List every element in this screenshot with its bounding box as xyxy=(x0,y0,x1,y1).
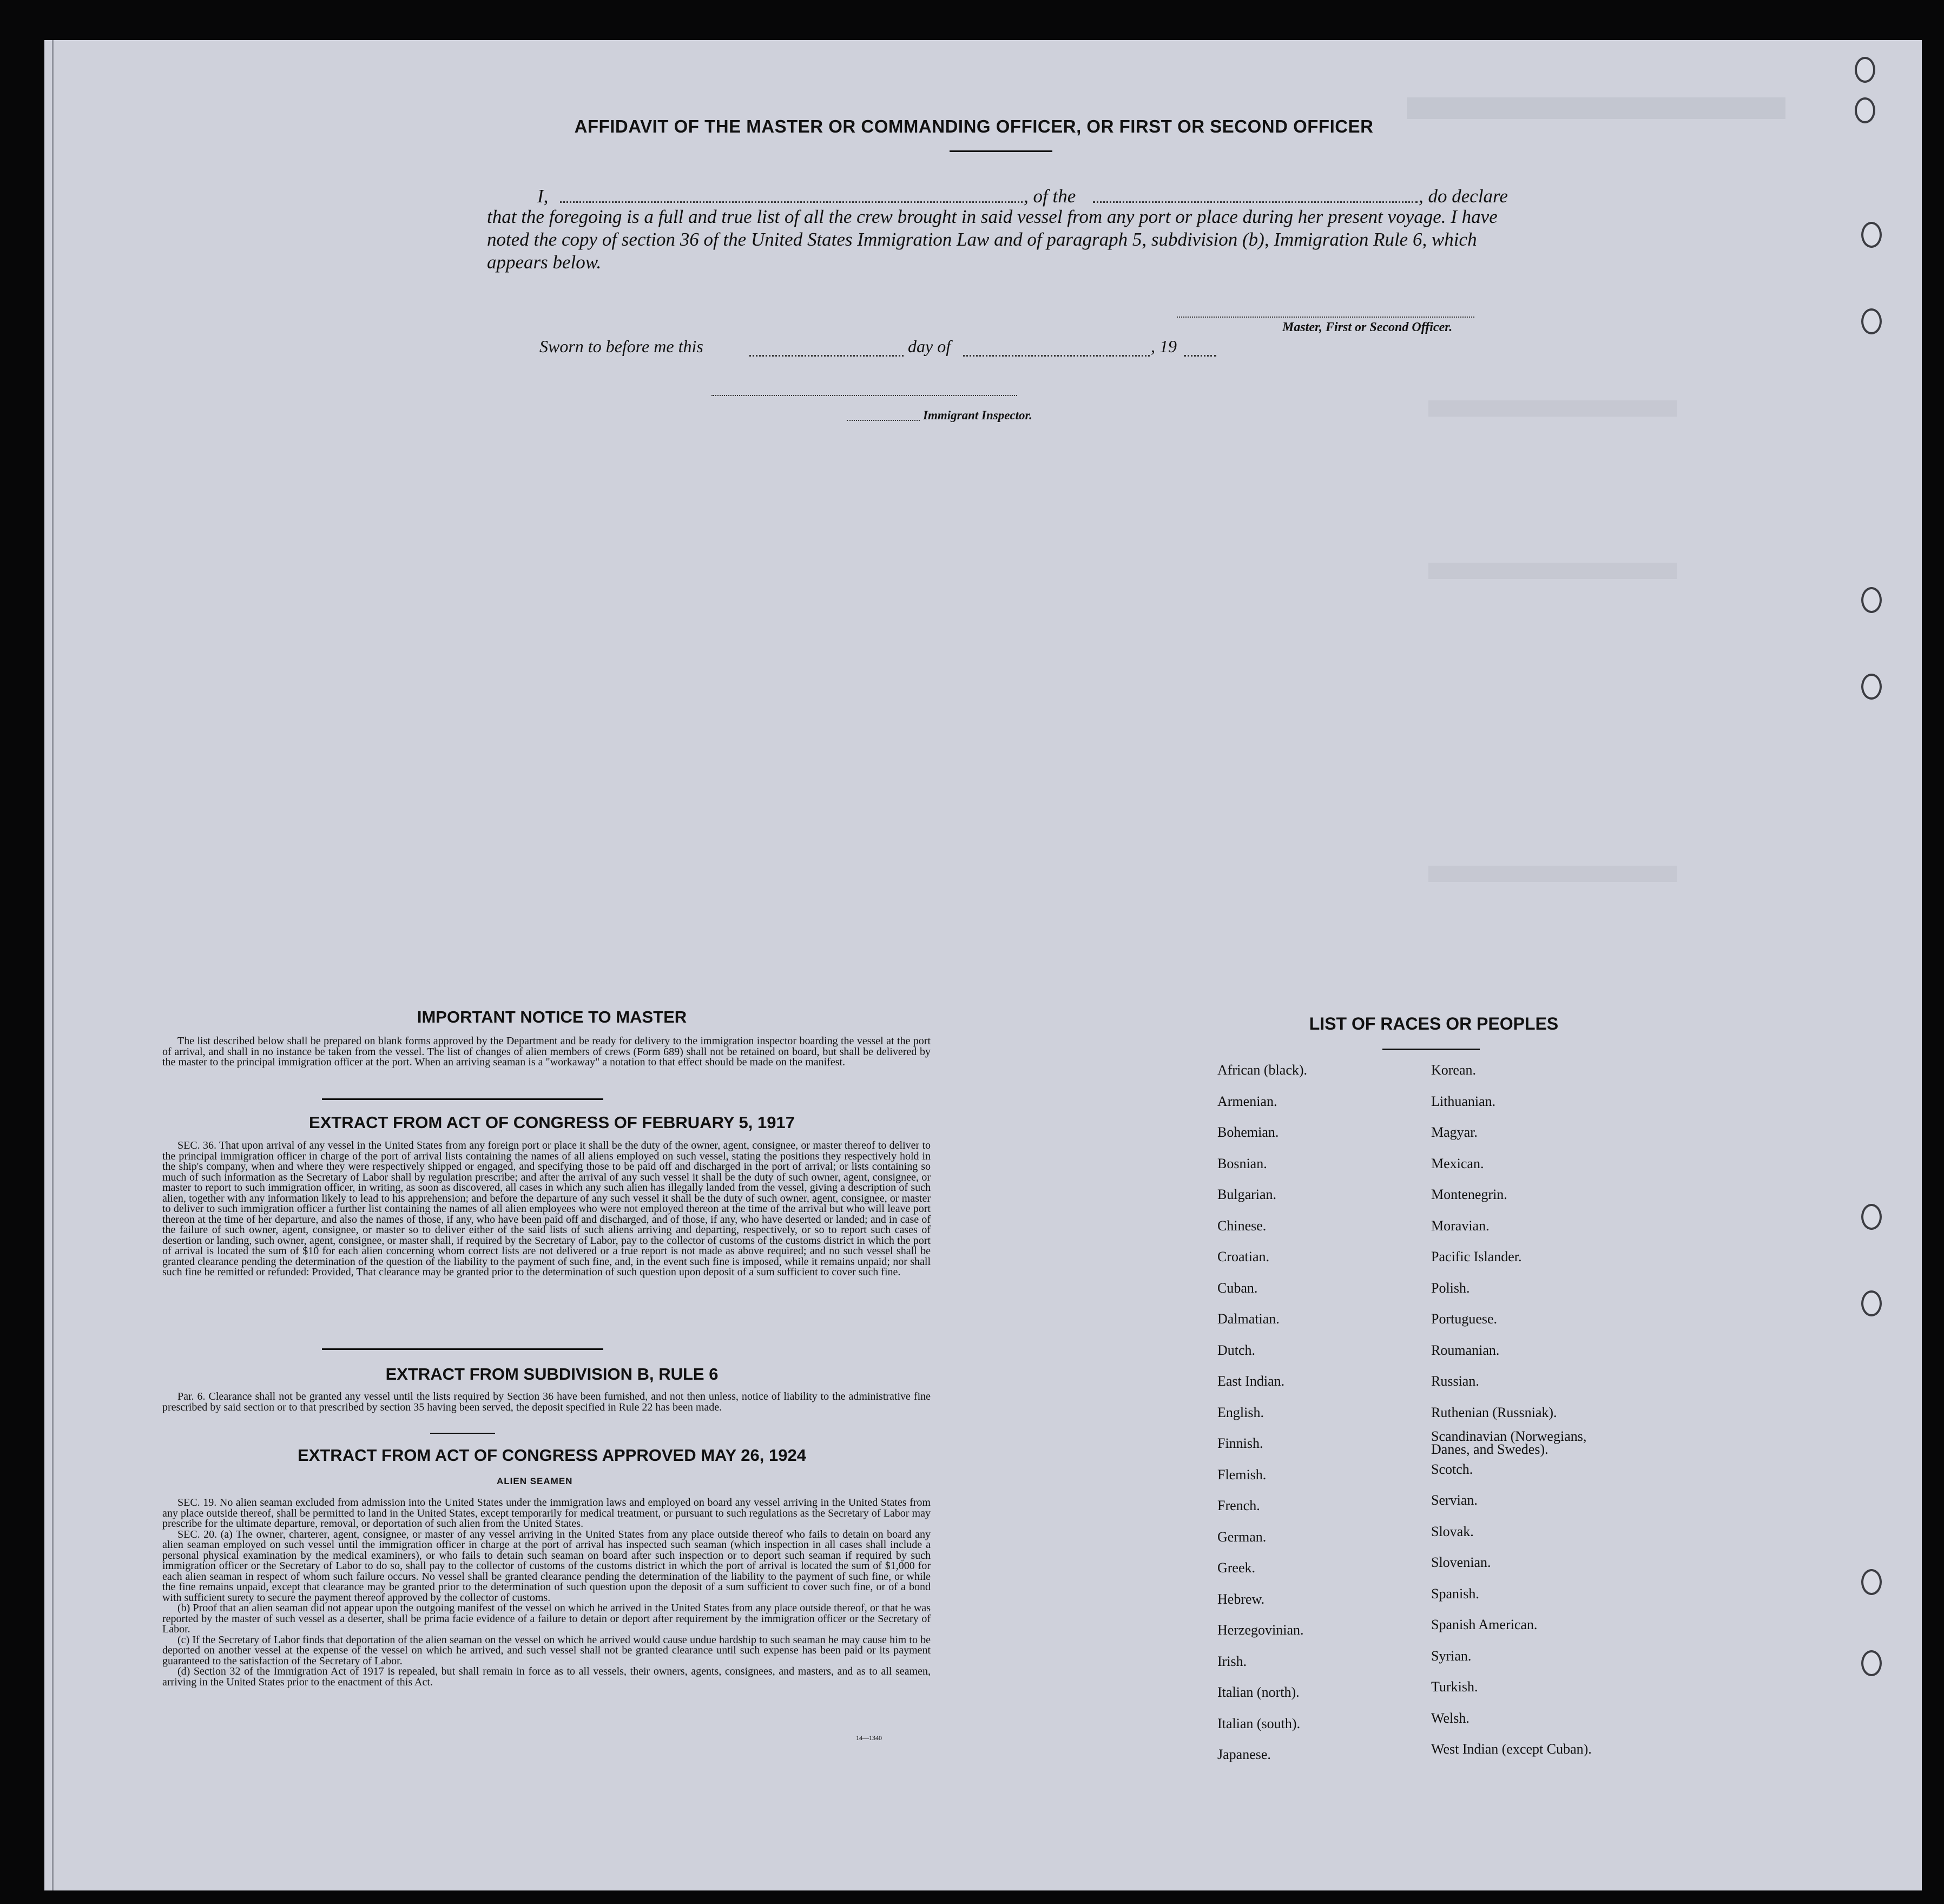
extract-1924-text xyxy=(162,1498,931,1688)
bleed-through-shadow xyxy=(1407,97,1785,119)
notice-title: IMPORTANT NOTICE TO MASTER xyxy=(417,1007,687,1026)
form-number: 14—1340 xyxy=(856,1734,882,1742)
race-item: Lithuanian. xyxy=(1431,1093,1496,1109)
race-item: Scotch. xyxy=(1431,1461,1473,1477)
extract-1917-title: EXTRACT FROM ACT OF CONGRESS OF FEBRUARY 5, 1917 xyxy=(309,1113,795,1132)
binder-hole xyxy=(1861,1650,1882,1676)
race-item: Spanish American. xyxy=(1431,1617,1538,1632)
race-item: Hebrew. xyxy=(1217,1591,1265,1607)
race-item: Finnish. xyxy=(1217,1435,1263,1451)
bleed-through-shadow xyxy=(1428,866,1677,882)
par-6-paragraph: Par. 6. Clearance shall not be granted any vessel until the lists required by Section 36 have been furnished, and not then unless, notice of liability to the administrative fine prescribed by said section or to that prescribed by section 35 having been served, the deposit specified in Rule 22 has been made. xyxy=(162,1391,931,1413)
affidavit-i-label: I, xyxy=(537,186,549,207)
race-item: Slovenian. xyxy=(1431,1554,1491,1570)
race-item: Turkish. xyxy=(1431,1679,1478,1695)
race-item: Magyar. xyxy=(1431,1124,1478,1140)
officer-name-field[interactable] xyxy=(560,201,1023,203)
race-item: Bosnian. xyxy=(1217,1155,1267,1171)
section-divider xyxy=(430,1433,495,1434)
races-list-left xyxy=(1217,1062,1307,1778)
section-divider xyxy=(322,1098,603,1100)
notice-paragraph: The list described below shall be prepared on blank forms approved by the Department and be ready for delivery to the immigration inspector boarding the vessel at the port of arrival, and shall in no instance be taken from the vessel. The list of changes of alien members of crews (Form 689) shall not be retained on board, but shall be delivered by the master to the principal immigration officer at the port. When an arriving seaman is a "workaway" a notation to that effect should be made on the manifest. xyxy=(162,1035,931,1068)
races-title: LIST OF RACES OR PEOPLES xyxy=(1309,1014,1559,1033)
alien-seamen-subtitle: ALIEN SEAMEN xyxy=(497,1476,573,1486)
notice-text xyxy=(162,1036,931,1068)
officer-signature-label: Master, First or Second Officer. xyxy=(1282,320,1453,334)
race-item: Scandinavian (Norwegians, Danes, and Swedes). xyxy=(1431,1428,1587,1457)
officer-signature-field[interactable] xyxy=(1177,317,1474,318)
binder-hole xyxy=(1861,222,1882,248)
race-item: Armenian. xyxy=(1217,1093,1277,1109)
extract-rule6-title: EXTRACT FROM SUBDIVISION B, RULE 6 xyxy=(385,1365,719,1383)
race-item: Pacific Islander. xyxy=(1431,1249,1522,1264)
race-item: Italian (north). xyxy=(1217,1684,1300,1700)
sec-20b-paragraph: (b) Proof that an alien seaman did not appear upon the outgoing manifest of the vessel on which he arrived in the United States from any place outside thereof, or that he was reported by the master of such vessel as a deserter, shall be prima facie evidence of a failure to detain or deport after requirement by the immigration officer or the Secretary of Labor. xyxy=(162,1602,931,1635)
binder-hole xyxy=(1861,674,1882,700)
bleed-through-shadow xyxy=(1428,563,1677,579)
race-item: Bohemian. xyxy=(1217,1124,1279,1140)
race-item: Russian. xyxy=(1431,1373,1479,1389)
sec-20a-paragraph: SEC. 20. (a) The owner, charterer, agent, consignee, or master of any vessel arriving in the United States from any place outside thereof who fails to detain on board any alien seaman employed on such vessel until the immigration officer in charge at the port of arrival has inspected such seaman (which inspection in all cases shall include a personal physical examination by the medical examiners), or who fails to detain such seaman on board after such inspection or to deport such seaman if required by such immigration officer or the Secretary of Labor to do so, shall pay to the collector of customs of the customs district in which the port of arrival is located the sum of $1,000 for each alien seaman in respect of whom such failure occurs. No vessel shall be granted clearance pending the determination of the liability to the payment of such fine, or while the fine remains unpaid, except that clearance may be granted prior to the determination of such question upon the deposit of a sum sufficient to cover such fine, or of a bond with sufficient surety to secure the payment thereof approved by the collector of customs. xyxy=(162,1528,931,1604)
race-item: Cuban. xyxy=(1217,1280,1258,1296)
extract-1917-text xyxy=(162,1141,931,1278)
race-item: Greek. xyxy=(1217,1560,1256,1576)
race-item: Flemish. xyxy=(1217,1466,1267,1483)
sworn-day-field[interactable] xyxy=(749,355,904,357)
sworn-year-field[interactable] xyxy=(1184,355,1216,357)
race-item: Chinese. xyxy=(1217,1217,1267,1234)
race-item: Roumanian. xyxy=(1431,1342,1500,1358)
races-title-rule xyxy=(1382,1049,1480,1050)
race-item: Bulgarian. xyxy=(1217,1187,1277,1202)
extract-rule6-text xyxy=(162,1392,931,1413)
race-item: Dutch. xyxy=(1217,1342,1256,1358)
day-of-label: day of xyxy=(908,337,951,356)
race-item: Montenegrin. xyxy=(1431,1187,1507,1202)
binder-hole xyxy=(1861,1290,1882,1316)
year-label: , 19 xyxy=(1151,337,1177,356)
race-item: Irish. xyxy=(1217,1653,1247,1669)
race-item: African (black). xyxy=(1217,1062,1308,1078)
sec-36-paragraph: SEC. 36. That upon arrival of any vessel in the United States from any foreign port or place it shall be the duty of the owner, agent, consignee, or master thereof to deliver to the principal immigration officer in charge of the port of arrival lists containing the names of all aliens employed on such vessel, stating the positions they respectively hold in the ship's company, when and where they were respectively shipped or engaged, and specifying those to be paid off and discharged in the port of arrival; or lists containing so much of such information as the Secretary of Labor shall by regulation prescribe; and after the arrival of any such vessel it shall be the duty of such owner, agent, consignee, or master to report to such immigration officer, in writing, as soon as discovered, all cases in which any such alien has illegally landed from the vessel, giving a description of such alien, together with any information likely to lead to his apprehension; and before the departure of any such vessel it shall be the duty of such owner, agent, consignee, or master to deliver to such immigration officer a further list containing the names of all alien employees who were not employed thereon at the time of the arrival but who will leave port thereon at the time of her departure, and also the names of those, if any, who have been paid off and discharged, and of those, if any, who have deserted or landed; and in case of the failure of such owner, agent, consignee, or master so to deliver either of the said lists of such aliens arriving and departing, respectively, or so to report such cases of desertion or landing, such owner, agent, consignee, or master shall, if required by the Secretary of Labor, pay to the collector of customs of the customs district in which the port of arrival is located the sum of $10 for each alien concerning whom correct lists are not delivered or a true report is not made as above required; and no such vessel shall be granted clearance pending the determination of the question of the liability to the payment of such fine, and, in the event such fine is imposed, while it remains unpaid; nor shall such fine be remitted or refunded: Provided, That clearance may be granted prior to the determination of such question upon deposit of a sum sufficient to cover such fine. xyxy=(162,1139,931,1278)
affidavit-of-the-label: , of the xyxy=(1024,186,1076,207)
race-item: English. xyxy=(1217,1404,1264,1420)
race-item: West Indian (except Cuban). xyxy=(1431,1741,1592,1757)
inspector-label: Immigrant Inspector. xyxy=(923,409,1032,422)
race-item: Portuguese. xyxy=(1431,1311,1498,1327)
race-item: German. xyxy=(1217,1529,1267,1545)
sec-20d-paragraph: (d) Section 32 of the Immigration Act of 1917 is repealed, but shall remain in force as to all vessels, their owners, agents, consignees, and masters, and as to all seamen, arriving in the United States prior to the enactment of this Act. xyxy=(162,1665,931,1688)
binder-hole xyxy=(1861,308,1882,334)
race-item: Ruthenian (Russniak). xyxy=(1431,1404,1557,1420)
page-edge-line xyxy=(52,40,54,1890)
binder-hole xyxy=(1861,1204,1882,1230)
sec-19-paragraph: SEC. 19. No alien seaman excluded from admission into the United States under the immigration laws and employed on board any vessel arriving in the United States from any place outside thereof, shall be permitted to land in the United States, except temporarily for medical treatment, or pursuant to such regulations as the Secretary of Labor may prescribe for the ultimate departure, removal, or deportation of such alien from the United States. xyxy=(162,1497,931,1530)
race-item: Dalmatian. xyxy=(1217,1311,1280,1327)
race-item: Syrian. xyxy=(1431,1648,1472,1664)
races-list-right xyxy=(1431,1062,1626,1773)
race-item: Welsh. xyxy=(1431,1710,1469,1726)
binder-hole xyxy=(1861,587,1882,613)
race-item: Slovak. xyxy=(1431,1523,1474,1539)
race-item: Herzegovinian. xyxy=(1217,1622,1304,1638)
binder-hole xyxy=(1861,1569,1882,1595)
race-item: Croatian. xyxy=(1217,1249,1270,1264)
sworn-month-field[interactable] xyxy=(963,355,1150,357)
race-item: Polish. xyxy=(1431,1280,1470,1296)
affidavit-declare-label: , do declare xyxy=(1419,186,1508,207)
race-item: Spanish. xyxy=(1431,1585,1479,1602)
section-divider xyxy=(322,1348,603,1350)
extract-1924-title: EXTRACT FROM ACT OF CONGRESS APPROVED MAY 26, 1924 xyxy=(298,1446,806,1465)
binder-hole xyxy=(1855,97,1875,123)
race-item: Japanese. xyxy=(1217,1747,1271,1762)
affidavit-title: AFFIDAVIT OF THE MASTER OR COMMANDING OFFICER, OR FIRST OR SECOND OFFICER xyxy=(574,116,1374,136)
inspector-signature-field[interactable] xyxy=(711,395,1017,396)
sec-20c-paragraph: (c) If the Secretary of Labor finds that deportation of the alien seaman on the vessel on which he arrived would cause undue hardship to such seaman he may cause him to be deported on another vessel at the expense of the vessel on which he arrived, and such vessel shall not be granted clearance until such expense has been paid or its payment guaranteed to the satisfaction of the Secretary of Labor. xyxy=(162,1633,931,1667)
affidavit-body: that the foregoing is a full and true list of all the crew brought in said vessel from any port or place during her present voyage. I have noted the copy of section 36 of the United States Immigration Law and of paragraph 5, subdivision (b), Immigration Rule 6, which appears below. xyxy=(487,206,1498,273)
bleed-through-shadow xyxy=(1428,400,1677,417)
race-item: Moravian. xyxy=(1431,1217,1490,1234)
inspector-signature-lead xyxy=(847,420,920,421)
binder-hole xyxy=(1855,57,1875,83)
sworn-label: Sworn to before me this xyxy=(539,337,703,356)
race-item: Italian (south). xyxy=(1217,1715,1301,1731)
vessel-name-field[interactable] xyxy=(1093,201,1418,203)
race-item: French. xyxy=(1217,1498,1260,1513)
race-item: Korean. xyxy=(1431,1062,1477,1078)
race-item: East Indian. xyxy=(1217,1373,1285,1389)
affidavit-title-rule xyxy=(950,150,1052,152)
race-item: Mexican. xyxy=(1431,1155,1484,1171)
race-item: Servian. xyxy=(1431,1492,1478,1508)
